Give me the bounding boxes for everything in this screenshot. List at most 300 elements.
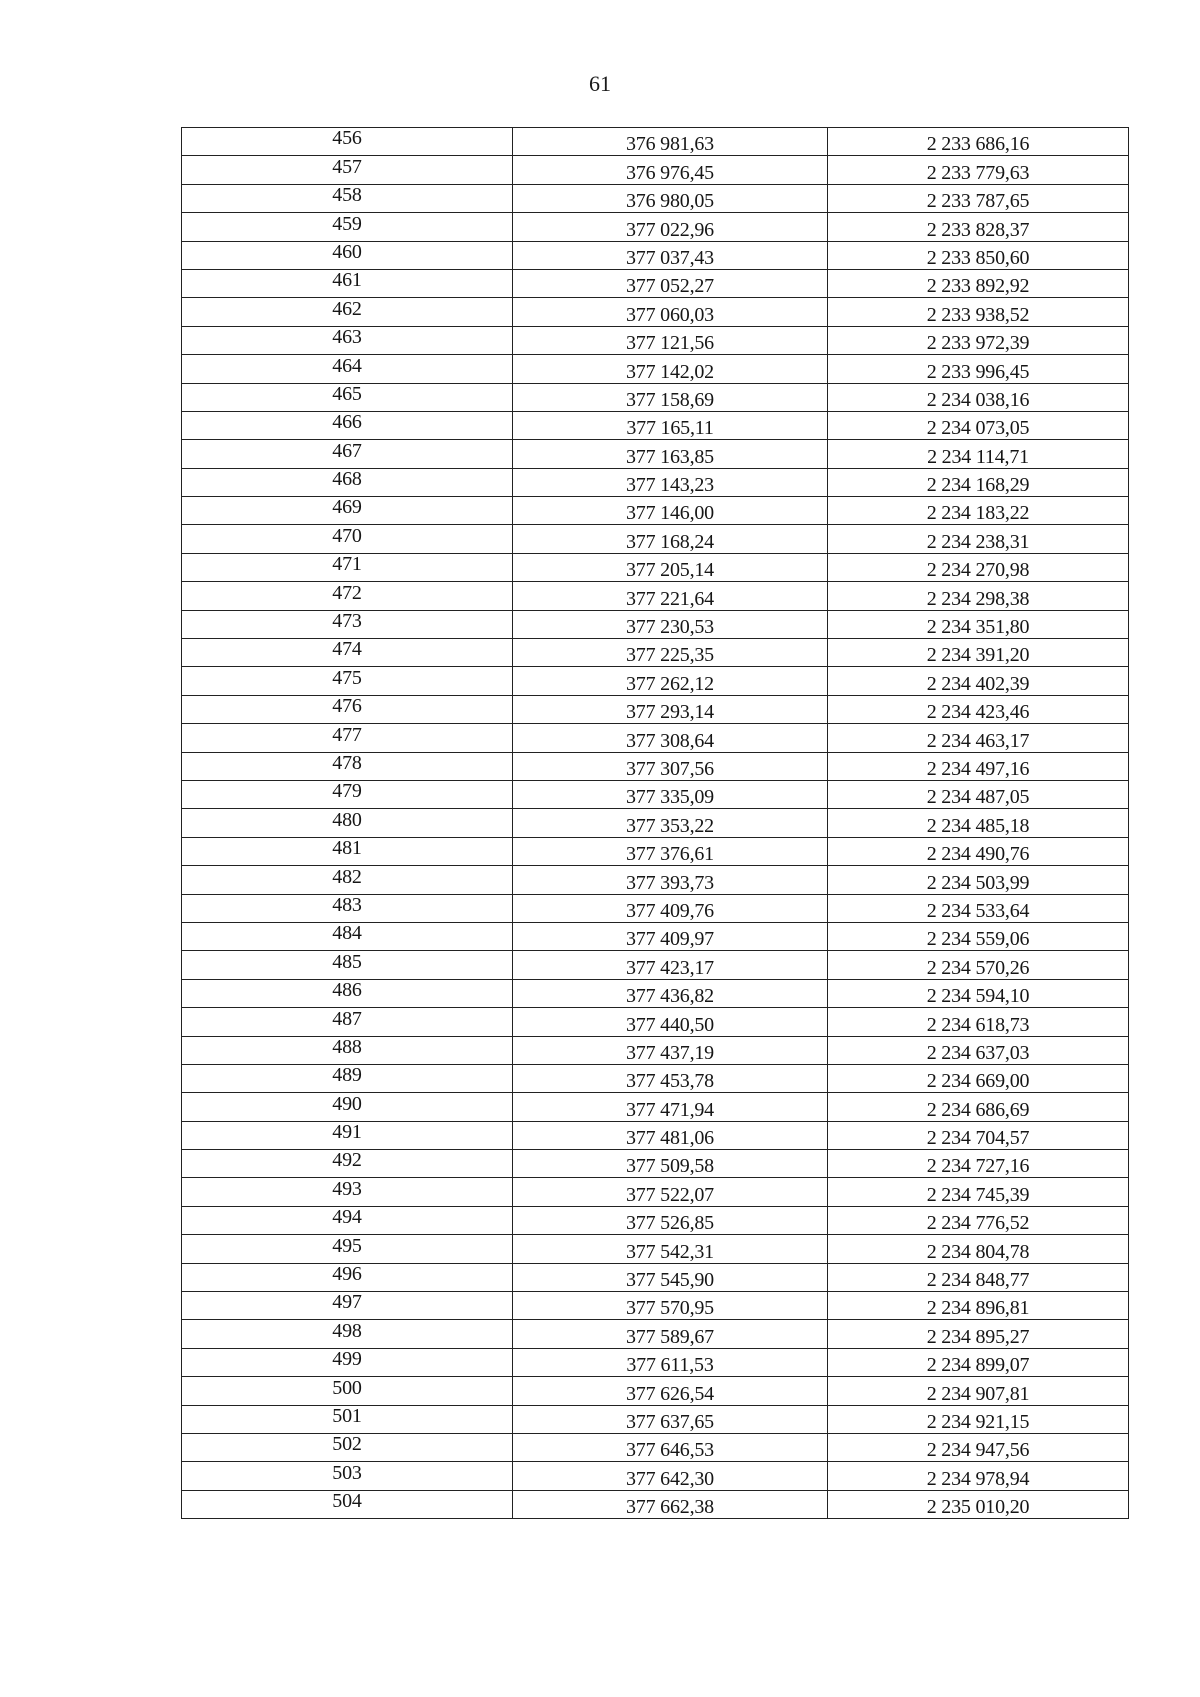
y-coordinate-cell-text: 2 234 238,31 [926, 530, 1030, 553]
x-coordinate-cell-text: 377 626,54 [625, 1382, 714, 1405]
x-coordinate-cell-text: 376 976,45 [625, 161, 714, 184]
y-coordinate-cell [828, 1150, 1129, 1178]
point-number-cell [182, 1150, 513, 1178]
x-coordinate-cell [513, 1433, 828, 1461]
point-number-cell [182, 355, 513, 383]
point-number-cell [182, 440, 513, 468]
point-number-cell [182, 1008, 513, 1036]
x-coordinate-cell [513, 639, 828, 667]
point-number-cell [182, 866, 513, 894]
table-row [182, 1263, 1129, 1291]
x-coordinate-cell-text: 377 423,17 [625, 956, 714, 979]
x-coordinate-cell-text: 377 121,56 [625, 332, 714, 355]
point-number-cell-text: 476 [332, 695, 362, 718]
y-coordinate-cell-text: 2 234 503,99 [926, 871, 1030, 894]
x-coordinate-cell [513, 241, 828, 269]
point-number-cell [182, 894, 513, 922]
point-number-cell [182, 1263, 513, 1291]
x-coordinate-cell [513, 1348, 828, 1376]
point-number-cell [182, 922, 513, 950]
point-number-cell-text: 485 [332, 950, 362, 973]
x-coordinate-cell-text: 376 980,05 [625, 190, 714, 213]
y-coordinate-cell-text: 2 234 669,00 [926, 1070, 1030, 1093]
x-coordinate-cell [513, 1490, 828, 1518]
y-coordinate-cell-text: 2 234 947,56 [926, 1439, 1030, 1462]
table-row [182, 326, 1129, 354]
x-coordinate-cell [513, 610, 828, 638]
point-number-cell-text: 488 [332, 1035, 362, 1058]
table-row [182, 553, 1129, 581]
x-coordinate-cell-text: 377 642,30 [625, 1467, 714, 1490]
point-number-cell-text: 482 [332, 865, 362, 888]
point-number-cell [182, 1036, 513, 1064]
x-coordinate-cell [513, 1008, 828, 1036]
point-number-cell-text: 496 [332, 1263, 362, 1286]
y-coordinate-cell [828, 1348, 1129, 1376]
y-coordinate-cell [828, 468, 1129, 496]
x-coordinate-cell [513, 1263, 828, 1291]
y-coordinate-cell [828, 1377, 1129, 1405]
table-row [182, 525, 1129, 553]
x-coordinate-cell [513, 866, 828, 894]
y-coordinate-cell [828, 866, 1129, 894]
x-coordinate-cell [513, 1377, 828, 1405]
x-coordinate-cell-text: 376 981,63 [625, 133, 714, 156]
point-number-cell-text: 466 [332, 411, 362, 434]
y-coordinate-cell-text: 2 234 899,07 [926, 1354, 1030, 1377]
y-coordinate-cell-text: 2 234 727,16 [926, 1155, 1030, 1178]
y-coordinate-cell [828, 837, 1129, 865]
x-coordinate-cell [513, 383, 828, 411]
x-coordinate-cell-text: 377 481,06 [625, 1127, 714, 1150]
table-row [182, 440, 1129, 468]
y-coordinate-cell-text: 2 233 828,37 [926, 218, 1030, 241]
y-coordinate-cell-text: 2 234 351,80 [926, 616, 1030, 639]
y-coordinate-cell [828, 1235, 1129, 1263]
x-coordinate-cell-text: 377 453,78 [625, 1070, 714, 1093]
coordinates-table-body [182, 128, 1129, 1519]
point-number-cell [182, 213, 513, 241]
y-coordinate-cell-text: 2 233 850,60 [926, 246, 1030, 269]
x-coordinate-cell [513, 1462, 828, 1490]
y-coordinate-cell [828, 355, 1129, 383]
y-coordinate-cell [828, 780, 1129, 808]
y-coordinate-cell [828, 1121, 1129, 1149]
point-number-cell-text: 491 [332, 1121, 362, 1144]
point-number-cell [182, 639, 513, 667]
point-number-cell [182, 525, 513, 553]
y-coordinate-cell-text: 2 234 570,26 [926, 956, 1030, 979]
point-number-cell [182, 1064, 513, 1092]
point-number-cell-text: 504 [332, 1490, 362, 1513]
table-row [182, 1093, 1129, 1121]
y-coordinate-cell-text: 2 234 848,77 [926, 1269, 1030, 1292]
y-coordinate-cell [828, 610, 1129, 638]
point-number-cell-text: 499 [332, 1348, 362, 1371]
x-coordinate-cell [513, 667, 828, 695]
point-number-cell [182, 1121, 513, 1149]
y-coordinate-cell-text: 2 233 996,45 [926, 360, 1030, 383]
x-coordinate-cell [513, 1320, 828, 1348]
y-coordinate-cell [828, 298, 1129, 326]
point-number-cell [182, 128, 513, 156]
point-number-cell-text: 474 [332, 638, 362, 661]
y-coordinate-cell-text: 2 233 938,52 [926, 303, 1030, 326]
y-coordinate-cell-text: 2 234 559,06 [926, 928, 1030, 951]
y-coordinate-cell-text: 2 233 779,63 [926, 161, 1030, 184]
point-number-cell-text: 498 [332, 1319, 362, 1342]
table-row [182, 1320, 1129, 1348]
y-coordinate-cell-text: 2 234 183,22 [926, 502, 1030, 525]
point-number-cell-text: 468 [332, 468, 362, 491]
x-coordinate-cell-text: 377 662,38 [625, 1496, 714, 1519]
x-coordinate-cell-text: 377 545,90 [625, 1269, 714, 1292]
table-row [182, 241, 1129, 269]
table-row [182, 951, 1129, 979]
x-coordinate-cell-text: 377 436,82 [625, 985, 714, 1008]
table-row [182, 298, 1129, 326]
point-number-cell-text: 464 [332, 354, 362, 377]
point-number-cell-text: 473 [332, 610, 362, 633]
x-coordinate-cell-text: 377 509,58 [625, 1155, 714, 1178]
table-row [182, 610, 1129, 638]
x-coordinate-cell-text: 377 158,69 [625, 388, 714, 411]
y-coordinate-cell [828, 1320, 1129, 1348]
x-coordinate-cell-text: 377 230,53 [625, 616, 714, 639]
x-coordinate-cell-text: 377 037,43 [625, 246, 714, 269]
x-coordinate-cell [513, 979, 828, 1007]
x-coordinate-cell-text: 377 437,19 [625, 1041, 714, 1064]
y-coordinate-cell-text: 2 234 978,94 [926, 1467, 1030, 1490]
table-row [182, 1235, 1129, 1263]
y-coordinate-cell-text: 2 234 168,29 [926, 474, 1030, 497]
point-number-cell [182, 695, 513, 723]
x-coordinate-cell-text: 377 522,07 [625, 1183, 714, 1206]
y-coordinate-cell [828, 1064, 1129, 1092]
table-row [182, 1178, 1129, 1206]
point-number-cell-text: 477 [332, 723, 362, 746]
point-number-cell [182, 809, 513, 837]
point-number-cell-text: 460 [332, 240, 362, 263]
x-coordinate-cell-text: 377 308,64 [625, 729, 714, 752]
y-coordinate-cell-text: 2 233 686,16 [926, 133, 1030, 156]
point-number-cell-text: 497 [332, 1291, 362, 1314]
point-number-cell-text: 502 [332, 1433, 362, 1456]
x-coordinate-cell-text: 377 307,56 [625, 757, 714, 780]
y-coordinate-cell [828, 1433, 1129, 1461]
point-number-cell-text: 462 [332, 297, 362, 320]
point-number-cell-text: 470 [332, 524, 362, 547]
y-coordinate-cell [828, 639, 1129, 667]
x-coordinate-cell-text: 377 589,67 [625, 1325, 714, 1348]
x-coordinate-cell-text: 377 542,31 [625, 1240, 714, 1263]
point-number-cell-text: 481 [332, 837, 362, 860]
table-row [182, 752, 1129, 780]
y-coordinate-cell [828, 667, 1129, 695]
y-coordinate-cell [828, 809, 1129, 837]
x-coordinate-cell-text: 377 142,02 [625, 360, 714, 383]
y-coordinate-cell-text: 2 234 637,03 [926, 1041, 1030, 1064]
x-coordinate-cell-text: 377 570,95 [625, 1297, 714, 1320]
x-coordinate-cell [513, 1235, 828, 1263]
point-number-cell [182, 553, 513, 581]
y-coordinate-cell [828, 695, 1129, 723]
table-row [182, 582, 1129, 610]
point-number-cell [182, 468, 513, 496]
x-coordinate-cell [513, 128, 828, 156]
point-number-cell [182, 1235, 513, 1263]
point-number-cell [182, 1348, 513, 1376]
x-coordinate-cell [513, 269, 828, 297]
x-coordinate-cell [513, 780, 828, 808]
point-number-cell [182, 667, 513, 695]
y-coordinate-cell-text: 2 234 594,10 [926, 985, 1030, 1008]
x-coordinate-cell-text: 377 637,65 [625, 1410, 714, 1433]
y-coordinate-cell-text: 2 234 921,15 [926, 1410, 1030, 1433]
point-number-cell [182, 1178, 513, 1206]
y-coordinate-cell [828, 269, 1129, 297]
x-coordinate-cell [513, 837, 828, 865]
point-number-cell-text: 489 [332, 1064, 362, 1087]
table-row [182, 667, 1129, 695]
x-coordinate-cell-text: 377 440,50 [625, 1013, 714, 1036]
y-coordinate-cell-text: 2 234 485,18 [926, 814, 1030, 837]
y-coordinate-cell [828, 1093, 1129, 1121]
point-number-cell [182, 383, 513, 411]
point-number-cell-text: 463 [332, 326, 362, 349]
point-number-cell [182, 1093, 513, 1121]
y-coordinate-cell [828, 582, 1129, 610]
y-coordinate-cell-text: 2 234 490,76 [926, 843, 1030, 866]
point-number-cell [182, 837, 513, 865]
x-coordinate-cell-text: 377 060,03 [625, 303, 714, 326]
x-coordinate-cell [513, 1121, 828, 1149]
x-coordinate-cell [513, 809, 828, 837]
x-coordinate-cell [513, 298, 828, 326]
table-row [182, 866, 1129, 894]
y-coordinate-cell [828, 383, 1129, 411]
point-number-cell-text: 486 [332, 979, 362, 1002]
point-number-cell [182, 269, 513, 297]
y-coordinate-cell-text: 2 234 533,64 [926, 899, 1030, 922]
table-row [182, 724, 1129, 752]
point-number-cell-text: 494 [332, 1206, 362, 1229]
x-coordinate-cell [513, 497, 828, 525]
x-coordinate-cell [513, 894, 828, 922]
point-number-cell-text: 459 [332, 212, 362, 235]
x-coordinate-cell [513, 1292, 828, 1320]
table-row [182, 1064, 1129, 1092]
y-coordinate-cell [828, 979, 1129, 1007]
x-coordinate-cell-text: 377 409,97 [625, 928, 714, 951]
y-coordinate-cell-text: 2 235 010,20 [926, 1496, 1030, 1519]
x-coordinate-cell [513, 1036, 828, 1064]
y-coordinate-cell-text: 2 234 804,78 [926, 1240, 1030, 1263]
point-number-cell [182, 1292, 513, 1320]
x-coordinate-cell-text: 377 022,96 [625, 218, 714, 241]
table-row [182, 411, 1129, 439]
table-row [182, 269, 1129, 297]
table-row [182, 1121, 1129, 1149]
point-number-cell-text: 465 [332, 382, 362, 405]
y-coordinate-cell-text: 2 234 038,16 [926, 388, 1030, 411]
x-coordinate-cell-text: 377 165,11 [626, 417, 714, 440]
table-row [182, 922, 1129, 950]
point-number-cell-text: 495 [332, 1234, 362, 1257]
y-coordinate-cell [828, 156, 1129, 184]
table-row [182, 1292, 1129, 1320]
table-row [182, 213, 1129, 241]
x-coordinate-cell [513, 525, 828, 553]
point-number-cell [182, 298, 513, 326]
x-coordinate-cell [513, 156, 828, 184]
y-coordinate-cell-text: 2 234 487,05 [926, 786, 1030, 809]
y-coordinate-cell [828, 1405, 1129, 1433]
table-row [182, 1490, 1129, 1518]
x-coordinate-cell [513, 695, 828, 723]
point-number-cell [182, 752, 513, 780]
x-coordinate-cell-text: 377 225,35 [625, 644, 714, 667]
point-number-cell [182, 582, 513, 610]
point-number-cell-text: 467 [332, 439, 362, 462]
table-row [182, 468, 1129, 496]
y-coordinate-cell [828, 241, 1129, 269]
table-row [182, 780, 1129, 808]
y-coordinate-cell-text: 2 234 423,46 [926, 701, 1030, 724]
y-coordinate-cell [828, 525, 1129, 553]
y-coordinate-cell-text: 2 234 686,69 [926, 1098, 1030, 1121]
y-coordinate-cell-text: 2 234 270,98 [926, 559, 1030, 582]
x-coordinate-cell-text: 377 205,14 [625, 559, 714, 582]
point-number-cell [182, 1320, 513, 1348]
y-coordinate-cell-text: 2 234 895,27 [926, 1325, 1030, 1348]
point-number-cell-text: 458 [332, 184, 362, 207]
y-coordinate-cell-text: 2 233 787,65 [926, 190, 1030, 213]
table-row [182, 383, 1129, 411]
table-row [182, 639, 1129, 667]
point-number-cell [182, 610, 513, 638]
point-number-cell-text: 484 [332, 922, 362, 945]
y-coordinate-cell-text: 2 234 776,52 [926, 1212, 1030, 1235]
table-row [182, 837, 1129, 865]
x-coordinate-cell [513, 752, 828, 780]
y-coordinate-cell-text: 2 234 497,16 [926, 757, 1030, 780]
point-number-cell [182, 156, 513, 184]
point-number-cell-text: 487 [332, 1007, 362, 1030]
x-coordinate-cell [513, 1206, 828, 1234]
y-coordinate-cell-text: 2 234 114,71 [927, 445, 1029, 468]
point-number-cell [182, 1490, 513, 1518]
point-number-cell [182, 1377, 513, 1405]
point-number-cell-text: 478 [332, 751, 362, 774]
x-coordinate-cell-text: 377 471,94 [625, 1098, 714, 1121]
y-coordinate-cell [828, 213, 1129, 241]
y-coordinate-cell [828, 326, 1129, 354]
y-coordinate-cell-text: 2 233 892,92 [926, 275, 1030, 298]
x-coordinate-cell-text: 377 163,85 [625, 445, 714, 468]
x-coordinate-cell [513, 355, 828, 383]
y-coordinate-cell [828, 1206, 1129, 1234]
x-coordinate-cell-text: 377 221,64 [625, 587, 714, 610]
y-coordinate-cell [828, 1263, 1129, 1291]
point-number-cell [182, 951, 513, 979]
y-coordinate-cell-text: 2 233 972,39 [926, 332, 1030, 355]
y-coordinate-cell [828, 440, 1129, 468]
table-row [182, 1377, 1129, 1405]
point-number-cell-text: 469 [332, 496, 362, 519]
point-number-cell [182, 497, 513, 525]
y-coordinate-cell-text: 2 234 073,05 [926, 417, 1030, 440]
y-coordinate-cell [828, 922, 1129, 950]
y-coordinate-cell-text: 2 234 745,39 [926, 1183, 1030, 1206]
y-coordinate-cell-text: 2 234 463,17 [926, 729, 1030, 752]
y-coordinate-cell [828, 1036, 1129, 1064]
x-coordinate-cell [513, 553, 828, 581]
table-row [182, 1008, 1129, 1036]
y-coordinate-cell [828, 724, 1129, 752]
x-coordinate-cell [513, 213, 828, 241]
point-number-cell-text: 472 [332, 581, 362, 604]
x-coordinate-cell-text: 377 393,73 [625, 871, 714, 894]
x-coordinate-cell-text: 377 146,00 [625, 502, 714, 525]
x-coordinate-cell-text: 377 376,61 [625, 843, 714, 866]
y-coordinate-cell-text: 2 234 618,73 [926, 1013, 1030, 1036]
point-number-cell [182, 1433, 513, 1461]
y-coordinate-cell [828, 752, 1129, 780]
point-number-cell-text: 456 [332, 127, 362, 150]
table-row [182, 979, 1129, 1007]
point-number-cell [182, 724, 513, 752]
y-coordinate-cell [828, 1462, 1129, 1490]
x-coordinate-cell [513, 1150, 828, 1178]
point-number-cell [182, 1462, 513, 1490]
table-row [182, 1348, 1129, 1376]
x-coordinate-cell [513, 326, 828, 354]
page-number: 61 [589, 71, 611, 96]
x-coordinate-cell-text: 377 293,14 [625, 701, 714, 724]
coordinates-table [181, 127, 1129, 1519]
x-coordinate-cell-text: 377 526,85 [625, 1212, 714, 1235]
point-number-cell [182, 1405, 513, 1433]
x-coordinate-cell-text: 377 168,24 [625, 530, 714, 553]
y-coordinate-cell [828, 951, 1129, 979]
table-row [182, 695, 1129, 723]
y-coordinate-cell [828, 1178, 1129, 1206]
y-coordinate-cell [828, 1008, 1129, 1036]
x-coordinate-cell [513, 724, 828, 752]
table-row [182, 128, 1129, 156]
point-number-cell-text: 471 [332, 553, 362, 576]
y-coordinate-cell [828, 1292, 1129, 1320]
table-row [182, 1206, 1129, 1234]
x-coordinate-cell-text: 377 262,12 [625, 672, 714, 695]
point-number-cell-text: 480 [332, 808, 362, 831]
x-coordinate-cell [513, 1178, 828, 1206]
point-number-cell-text: 461 [332, 269, 362, 292]
x-coordinate-cell [513, 582, 828, 610]
y-coordinate-cell [828, 128, 1129, 156]
point-number-cell [182, 326, 513, 354]
table-row [182, 809, 1129, 837]
y-coordinate-cell [828, 411, 1129, 439]
y-coordinate-cell [828, 184, 1129, 212]
table-row [182, 1462, 1129, 1490]
table-row [182, 1405, 1129, 1433]
point-number-cell [182, 979, 513, 1007]
table-row [182, 355, 1129, 383]
point-number-cell-text: 483 [332, 893, 362, 916]
x-coordinate-cell [513, 1405, 828, 1433]
